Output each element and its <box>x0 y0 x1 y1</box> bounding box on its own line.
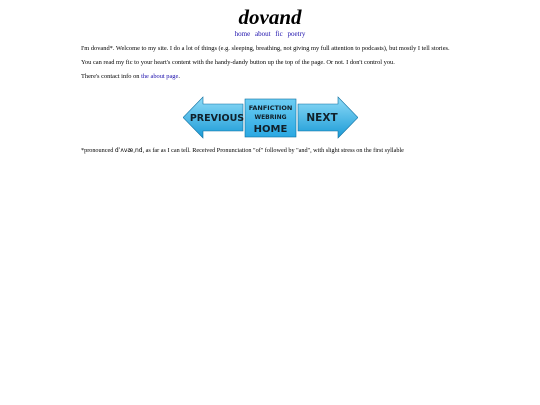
site-title: dovand <box>238 5 302 29</box>
pronunciation-footnote <box>81 147 501 155</box>
webring-line3-label: HOME <box>253 124 288 135</box>
webring-banner <box>183 96 358 139</box>
about-page-link[interactable]: the about page <box>141 73 179 80</box>
webring-line2-label: WEBRING <box>254 114 287 121</box>
contact-period: . <box>178 73 180 80</box>
nav-poetry-link[interactable]: poetry <box>287 30 306 38</box>
nav-bar <box>0 30 540 38</box>
webring-previous-button[interactable] <box>183 97 244 138</box>
webring-home-button[interactable] <box>245 99 296 137</box>
webring-next-button[interactable] <box>298 97 358 138</box>
ipa-pronunciation: dˈʌvæˌnd <box>114 147 143 154</box>
contact-text: There's contact info on <box>81 73 142 80</box>
fic-paragraph: You can read my fic to your heart's content with the handy-dandy button up the top of the page. Or not. I don't control you. <box>81 59 395 66</box>
footnote-suffix: , as far as I can tell. Received Pronunciation "of" followed by "and", with slight stress on the first syllable <box>142 147 404 154</box>
webring-previous-label: PREVIOUS <box>189 113 245 124</box>
intro-paragraph: I'm dovand*. Welcome to my site. I do a lot of things (e.g. sleeping, breathing, not giving my full attention to podcasts), but mostly I tell stories. <box>81 45 450 52</box>
nav-about-link[interactable]: about <box>254 30 271 38</box>
contact-paragraph <box>81 73 461 81</box>
main-content <box>81 45 461 87</box>
webring-next-label: NEXT <box>306 112 338 124</box>
nav-fic-link[interactable]: fic <box>275 30 283 38</box>
nav-home-link[interactable]: home <box>234 30 251 38</box>
footnote-prefix: *pronounced <box>81 147 115 154</box>
webring-line1-label: FANFICTION <box>248 104 293 112</box>
